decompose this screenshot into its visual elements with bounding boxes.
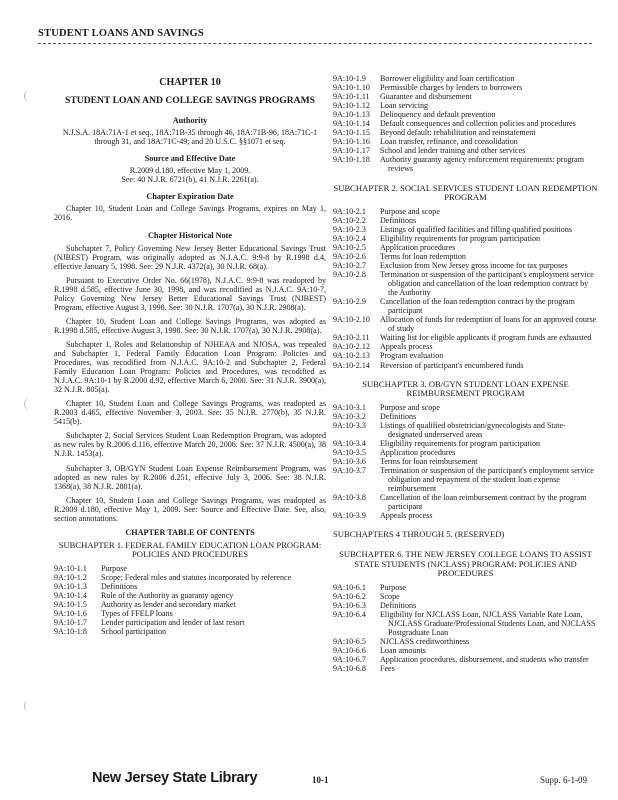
section-number: 9A:10-1.12 [333, 101, 370, 111]
section-title: Reversion of participant's encumbered funds [380, 360, 524, 370]
historical-note [54, 244, 326, 523]
section-number: 9A:10-1.2 [54, 573, 87, 583]
toc-entry [333, 270, 598, 297]
section-number: 9A:10-6.6 [333, 646, 366, 656]
section-title: Loan servicing [380, 101, 429, 111]
section-title: Permissible charges by lenders to borrowers [380, 83, 523, 93]
toc-entry [333, 637, 598, 646]
section-title: Types of FFELP loans [101, 609, 173, 619]
toc-entry [333, 225, 598, 234]
section-title: NJCLASS creditworthiness [380, 637, 470, 646]
toc-entry [333, 403, 598, 412]
section-number: 9A:10-1.9 [333, 74, 366, 83]
section-title: Scope [380, 591, 400, 601]
toc-entry [333, 216, 598, 225]
toc-entry [333, 583, 598, 592]
section-number: 9A:10-2.10 [333, 315, 370, 325]
section-number: 9A:10-3.4 [333, 438, 366, 448]
subchapter-3-title: SUBCHAPTER 3. OB/GYN STUDENT LOAN EXPENSE REIMBURSEMENT PROGRAM [362, 378, 569, 399]
section-title: Scope; Federal rules and statutes incorporated by reference [101, 573, 292, 583]
toc-entry [333, 74, 598, 83]
section-title: Appeals process [380, 511, 433, 521]
section-title: Terms for loan redemption [380, 251, 466, 261]
toc-entry [333, 155, 598, 173]
toc-entry [333, 511, 598, 520]
section-number: 9A:10-2.7 [333, 260, 366, 270]
section-title: Role of the Authority as guaranty agency [101, 591, 234, 601]
section-title: Purpose and scope [380, 206, 440, 216]
subchapter-2-list [333, 207, 598, 370]
section-number: 9A:10-1.15 [333, 128, 370, 138]
toc-entry [333, 333, 598, 342]
section-number: 9A:10-6.1 [333, 582, 366, 592]
toc-entry [333, 361, 598, 370]
toc-entry [333, 421, 598, 439]
toc-entry [333, 234, 598, 243]
section-title: Definitions [380, 600, 417, 610]
section-title: Definitions [380, 215, 417, 225]
subchapter-1-list-continued [333, 74, 598, 174]
running-head: STUDENT LOANS AND SAVINGS [38, 28, 204, 39]
toc-entry [333, 655, 598, 664]
historical-paragraph: Subchapter 2, Social Services Student Loan Redemption Program, was adopted as new rules by R.2006 d.116, effective March 20, 2006. See: 37 N.J.R. 4500(a), 38 N.J.R. 1453(a). [54, 431, 326, 459]
punch-hole-mark [24, 398, 38, 410]
toc-entry [333, 83, 598, 92]
section-number: 9A:10-3.1 [333, 402, 366, 412]
toc-entry [333, 493, 598, 511]
section-number: 9A:10-2.6 [333, 251, 366, 261]
section-title: Application procedures [380, 447, 456, 457]
section-title: Beyond default: rehabilitation and reinstatement [380, 128, 536, 138]
section-title: Purpose [101, 564, 127, 574]
toc-entry [54, 591, 326, 600]
library-logo: New Jersey State Library [92, 770, 258, 786]
section-title: Application procedures, disbursement, and students who transfer [380, 655, 589, 665]
section-number: 9A:10-3.9 [333, 511, 366, 521]
section-number: 9A:10-1.8 [54, 627, 87, 637]
section-number: 9A:10-3.7 [333, 466, 366, 476]
expiration-heading: Chapter Expiration Date [146, 192, 234, 202]
section-number: 9A:10-1.1 [54, 564, 87, 574]
section-title: Purpose [380, 582, 406, 592]
authority-text: N.J.S.A. 18A:71A-1 et seq., 18A:71B-35 through 46, 18A:71B-96, 18A:71C-1 through 31, and 18A:71C-49; and 20 U.S.C. §§1071 et seq. [62, 128, 318, 147]
section-number: 9A:10-1.18 [333, 155, 370, 165]
section-title: Default consequences and collection policies and procedures [380, 119, 576, 129]
source-heading: Source and Effective Date [144, 154, 236, 164]
punch-hole-mark [24, 90, 38, 102]
toc-heading: CHAPTER TABLE OF CONTENTS [125, 527, 255, 537]
section-title: Guarantee and disbursement [380, 92, 472, 102]
toc-entry [333, 243, 598, 252]
section-number: 9A:10-2.3 [333, 224, 366, 234]
section-number: 9A:10-1.3 [54, 582, 87, 592]
section-number: 9A:10-1.5 [54, 600, 87, 610]
section-title: Delinquency and default prevention [380, 110, 496, 120]
section-title: Application procedures [380, 242, 456, 252]
toc-entry [54, 609, 326, 618]
section-number: 9A:10-1.17 [333, 146, 370, 156]
section-number: 9A:10-2.13 [333, 351, 370, 361]
section-number: 9A:10-1.14 [333, 119, 370, 129]
section-number: 9A:10-6.5 [333, 637, 366, 646]
section-number: 9A:10-6.3 [333, 600, 366, 610]
section-number: 9A:10-1.4 [54, 591, 87, 601]
section-number: 9A:10-1.16 [333, 137, 370, 147]
section-title: Allocation of funds for redemption of loans for an approved course of study [380, 315, 597, 334]
toc-entry [54, 564, 326, 573]
section-title: Listings of qualified obstetrician/gynecologists and State-designated underserved areas [380, 420, 566, 439]
toc-entry [333, 646, 598, 655]
section-number: 9A:10-2.11 [333, 333, 370, 343]
toc-entry [333, 592, 598, 601]
section-title: Terms for loan reimbursement [380, 457, 478, 467]
historical-paragraph: Chapter 10, Student Loan and College Savings Programs, was adopted as R.1998 d.585, effective August 3, 1998. See: 30 N.J.R. 1707(a), 30 N.J.R. 2908(a). [54, 316, 326, 335]
historical-paragraph: Subchapter 3, OB/GYN Student Loan Expense Reimbursement Program, was adopted as new rules by R.2006 d.251, effective July 3, 2006. See: 38 N.J.R. 1368(a), 38 N.J.R. 2801(a). [54, 463, 326, 491]
toc-entry [333, 92, 598, 101]
section-title: School participation [101, 627, 167, 637]
toc-entry [54, 618, 326, 627]
source-line: See: 40 N.J.R. 6721(b), 41 N.J.R. 2261(a). [121, 175, 259, 185]
toc-entry [333, 128, 598, 137]
section-number: 9A:10-1.10 [333, 83, 370, 93]
source-text [54, 166, 326, 184]
subchapter-6-title: SUBCHAPTER 6. THE NEW JERSEY COLLEGE LOANS TO ASSIST STATE STUDENTS (NJCLASS) PROGRAM: POLICIES AND PROCEDURES [339, 548, 592, 579]
section-title: Purpose and scope [380, 402, 440, 412]
toc-entry [333, 439, 598, 448]
toc-entry [333, 610, 598, 637]
toc-entry [333, 119, 598, 128]
subchapters-4-5-title: SUBCHAPTERS 4 THROUGH 5. (RESERVED) [333, 529, 505, 540]
toc-entry [333, 146, 598, 155]
section-number: 9A:10-2.1 [333, 206, 366, 216]
subchapter-6-list [333, 583, 598, 673]
historical-paragraph: Chapter 10, Student Loan and College Savings Programs, was readopted as R.2003 d.465, effective November 3, 2003. See: 35 N.J.R. 2770(b), 35 N.J.R. 5415(b). [54, 399, 326, 427]
toc-entry [54, 582, 326, 591]
section-number: 9A:10-3.2 [333, 411, 366, 421]
section-title: Eligibility requirements for program participation [380, 438, 540, 448]
header-rule [38, 43, 592, 44]
historical-note-heading: Chapter Historical Note [148, 231, 232, 241]
section-title: Loan amounts [380, 646, 426, 656]
section-title: Lender participation and lender of last resort [101, 618, 245, 628]
toc-entry [333, 207, 598, 216]
section-number: 9A:10-1.7 [54, 618, 87, 628]
section-number: 9A:10-2.12 [333, 342, 370, 352]
subchapter-3-list [333, 403, 598, 521]
section-title: Definitions [101, 582, 138, 592]
chapter-number: CHAPTER 10 [159, 77, 221, 88]
section-title: Cancellation of the loan redemption contract by the program participant [380, 297, 575, 316]
section-number: 9A:10-2.5 [333, 242, 366, 252]
section-title: Termination or suspension of the participant's employment service obligation and repayment of the student loan expense reimbursement [380, 466, 594, 494]
toc-entry [333, 315, 598, 333]
toc-entry [333, 664, 598, 673]
section-title: Borrower eligibility and loan certification [380, 74, 515, 83]
section-number: 9A:10-2.14 [333, 360, 370, 370]
section-number: 9A:10-1.6 [54, 609, 87, 619]
right-column [333, 74, 598, 673]
section-number: 9A:10-2.9 [333, 297, 366, 307]
chapter-title: STUDENT LOAN AND COLLEGE SAVINGS PROGRAMS [65, 95, 315, 107]
toc-entry [333, 252, 598, 261]
section-title: School and lender training and other services [380, 146, 526, 156]
page-number: 10-1 [312, 775, 329, 785]
section-number: 9A:10-6.2 [333, 591, 366, 601]
section-title: Definitions [380, 411, 417, 421]
historical-paragraph: Subchapter 7, Policy Governing New Jersey Better Educational Savings Trust (NJBEST) Program, was originally adopted as N.J.A.C. 9:9-8 by R.1998 d.4, effective January 5, 1998. See: 29 N.J.R. 4372(a), 30 N.J.R. 68(a). [54, 243, 326, 271]
section-title: Cancellation of the loan reimbursement contract by the program participant [380, 493, 587, 512]
section-number: 9A:10-3.3 [333, 420, 366, 430]
expiration-text: Chapter 10, Student Loan and College Savings Programs, expires on May 1, 2016. [54, 204, 326, 223]
toc-entry [333, 351, 598, 360]
section-title: Fees [380, 664, 395, 674]
subchapter-1-list [54, 564, 326, 636]
punch-hole-mark [24, 700, 38, 712]
section-title: Authority as lender and secondary market [101, 600, 236, 610]
section-number: 9A:10-2.8 [333, 270, 366, 280]
section-number: 9A:10-6.8 [333, 664, 366, 674]
historical-paragraph: Chapter 10, Student Loan and College Savings Programs, was readopted as R.2009 d.180, effective May 1, 2009. See: Source and Effective Date. See, also, section annotations. [54, 495, 326, 523]
toc-entry [333, 601, 598, 610]
section-number: 9A:10-1.11 [333, 92, 370, 102]
section-title: Loan transfer, refinance, and consolidation [380, 137, 518, 147]
toc-entry [333, 466, 598, 493]
toc-entry [333, 448, 598, 457]
section-title: Termination or suspension of the participant's employment service obligation and cancellation of the loan redemption contract by the Authority [380, 270, 594, 298]
toc-entry [54, 627, 326, 636]
subchapter-1-title: SUBCHAPTER 1. FEDERAL FAMILY EDUCATION LOAN PROGRAM: POLICIES AND PROCEDURES [58, 539, 322, 560]
section-number: 9A:10-2.4 [333, 233, 366, 243]
historical-paragraph: Pursuant to Executive Order No. 66(1978), N.J.A.C. 9:9-8 was readopted by R.1998 d.585, effective June 30, 1998, and was recodified as N.J.A.C. 9A:10-7, Policy Governing New Jersey Better Educational Savings Trust (NJBEST) Program, effective August 3, 1998. See: 30 N.J.R. 1707(a), 30 N.J.R. 2908(a). [54, 275, 326, 312]
section-title: Exclusion from New Jersey gross income for tax purposes [380, 260, 568, 270]
toc-entry [54, 600, 326, 609]
source-line: R.2009 d.180, effective May 1, 2009. [129, 166, 251, 176]
supplement-date: Supp. 6-1-09 [540, 775, 587, 785]
section-number: 9A:10-6.7 [333, 655, 366, 665]
toc-entry [333, 137, 598, 146]
section-title: Eligibility requirements for program participation [380, 233, 540, 243]
toc-entry [333, 101, 598, 110]
toc-entry [54, 573, 326, 582]
toc-entry [333, 457, 598, 466]
section-title: Appeals process [380, 342, 433, 352]
section-title: Authority guaranty agency enforcement requirements: program reviews [380, 155, 585, 174]
section-number: 9A:10-3.8 [333, 493, 366, 503]
section-title: Eligibility for NJCLASS Loan, NJCLASS Variable Rate Loan, NJCLASS Graduate/Professional Students Loan, and NJCLASS Postgraduate Loan [380, 609, 596, 637]
section-number: 9A:10-6.4 [333, 609, 366, 619]
left-column [54, 76, 326, 636]
authority-heading: Authority [172, 116, 208, 126]
section-number: 9A:10-3.5 [333, 447, 366, 457]
section-number: 9A:10-3.6 [333, 457, 366, 467]
subchapter-2-title: SUBCHAPTER 2. SOCIAL SERVICES STUDENT LOAN REDEMPTION PROGRAM [333, 182, 598, 203]
section-title: Program evaluation [380, 351, 444, 361]
toc-entry [333, 110, 598, 119]
section-title: Listings of qualified facilities and filling qualified positions [380, 224, 572, 234]
section-number: 9A:10-1.13 [333, 110, 370, 120]
historical-paragraph: Subchapter 1, Roles and Relationship of NJHEAA and NJOSA, was repealed and Subchapter 1, Federal Family Education Loan Program: Policies and Procedures, was recodified from N.J.A.C. 9A:10-2 and Subchapter 2, Federal Family Education Loan Program: Policies and Procedures, was recodified as N.J.A.C. 9A:10-1 by R.2000 d.92, effective March 6, 2000. See: 31 N.J.R. 3900(a), 32 N.J.R. 805(a). [54, 339, 326, 395]
toc-entry [333, 261, 598, 270]
toc-entry [333, 342, 598, 351]
section-number: 9A:10-2.2 [333, 215, 366, 225]
toc-entry [333, 412, 598, 421]
section-title: Waiting list for eligible applicants if program funds are exhausted [380, 333, 592, 343]
toc-entry [333, 297, 598, 315]
